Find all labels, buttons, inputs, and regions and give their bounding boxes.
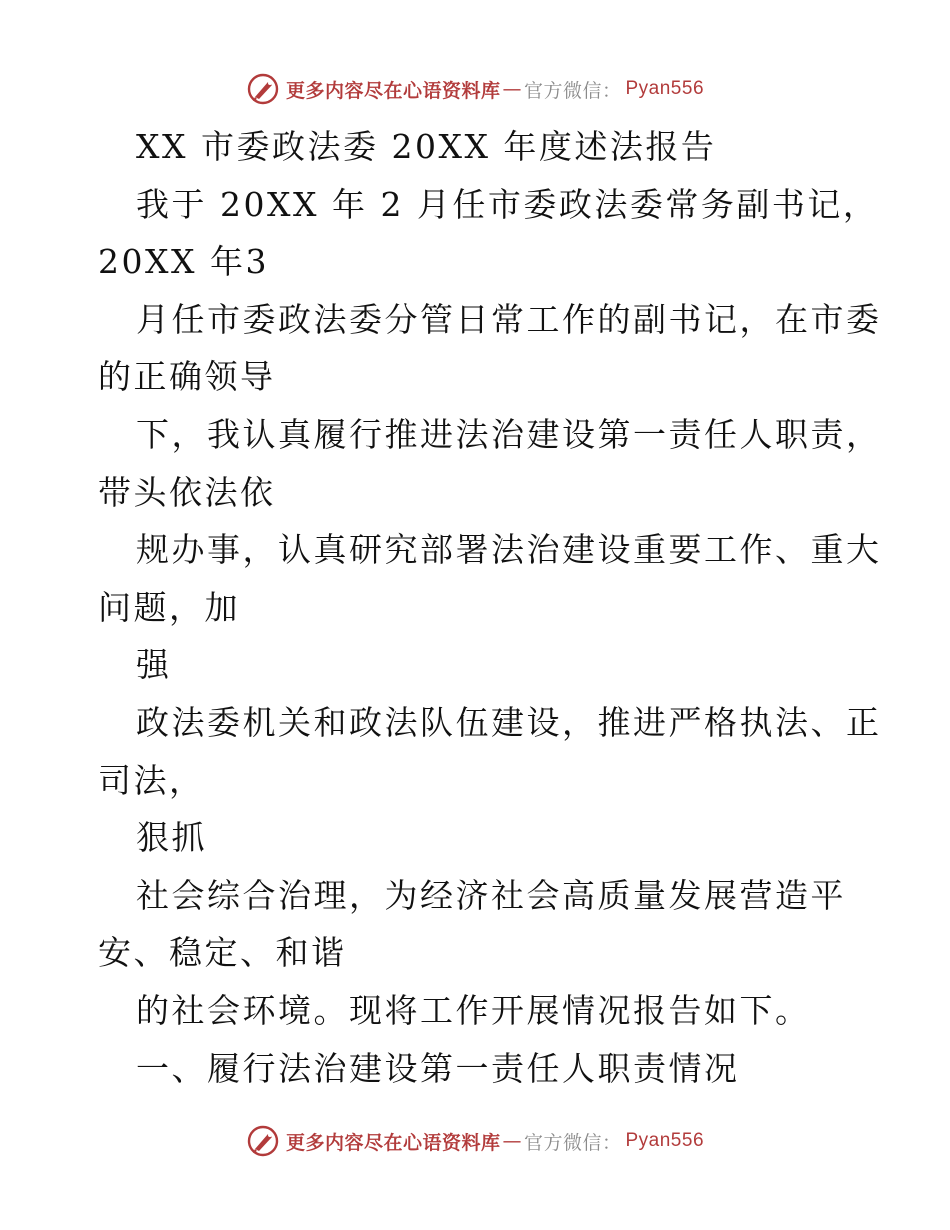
doc-line: 社会综合治理，为经济社会高质量发展营造平: [136, 875, 846, 915]
doc-line: 20XX 年3: [98, 242, 269, 282]
watermark-dash: —: [502, 78, 522, 100]
quill-pen-logo-icon: [246, 1124, 280, 1158]
doc-line: 安、稳定、和谐: [98, 933, 347, 973]
watermark-official-label: 官方微信：: [523, 79, 622, 102]
doc-line: 的社会环境。现将工作开展情况报告如下。: [136, 990, 811, 1030]
doc-line: 下，我认真履行推进法治建设第一责任人职责，: [136, 414, 882, 454]
doc-line: 的正确领导: [98, 357, 276, 397]
doc-line: 强: [136, 645, 172, 685]
doc-line: 我于 20XX 年 2 月任市委政法委常务副书记，: [136, 184, 879, 224]
document-body: [98, 118, 882, 1097]
doc-line: 带头依法依: [98, 472, 276, 512]
doc-line: 狠抓: [136, 818, 207, 858]
doc-line: XX 市委政法委 20XX 年度述法报告: [136, 127, 717, 166]
doc-line: 月任市委政法委分管日常工作的副书记，在市委: [136, 299, 882, 339]
doc-line: 司法，: [98, 760, 205, 800]
header-watermark: [0, 72, 950, 106]
quill-pen-logo-icon: [246, 72, 280, 106]
watermark-account-id: Pyan556: [625, 78, 705, 99]
doc-line: 政法委机关和政法队伍建设，推进严格执法、正: [136, 702, 882, 742]
watermark-account-id: Pyan556: [625, 1130, 705, 1151]
footer-watermark: [0, 1124, 950, 1158]
doc-line: 规办事，认真研究部署法治建设重要工作、重大: [136, 530, 882, 570]
watermark-official-label: 官方微信：: [523, 1131, 622, 1154]
doc-line: 一、履行法治建设第一责任人职责情况: [136, 1048, 740, 1088]
watermark-dash: —: [502, 1130, 522, 1152]
watermark-site-text: 更多内容尽在心语资料库: [285, 1131, 501, 1154]
watermark-site-text: 更多内容尽在心语资料库: [285, 79, 501, 102]
doc-line: 问题，加: [98, 587, 240, 627]
